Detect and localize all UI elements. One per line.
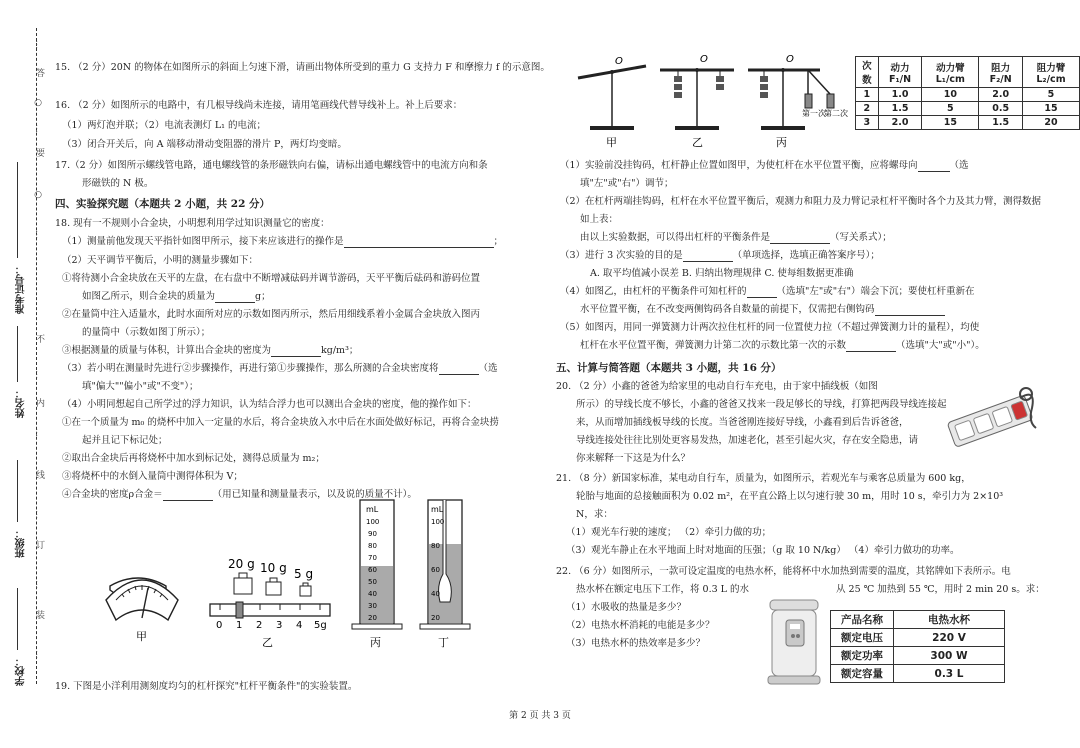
- question-20-cont: 导线连接处往往比别处更容易发热，加速老化，甚至引起火灾，存在安全隐患，请: [576, 435, 919, 446]
- scale-tick: 0: [216, 620, 223, 631]
- spec-value: 300 W: [894, 647, 1005, 665]
- lever-yi: [660, 54, 734, 149]
- section-4-heading: 四、实验探究题（本题共 2 小题，共 22 分）: [55, 198, 271, 210]
- answer-blank[interactable]: [918, 161, 950, 172]
- cylinder-unit: mL: [431, 505, 444, 514]
- question-18-1: （1）测量前他发现天平指针如图甲所示，接下来应该进行的操作是 ；: [62, 236, 504, 247]
- pivot-label: O: [786, 54, 794, 65]
- cyl-tick: 80: [431, 542, 440, 550]
- question-20-cont: 你来解释一下这是为什么？: [576, 453, 691, 464]
- fig-label-yi: 乙: [262, 636, 273, 649]
- table-cell: 1: [856, 88, 879, 102]
- table-cell: 1.5: [878, 102, 922, 116]
- figure-levers: [568, 50, 853, 160]
- weight-label: 10 g: [260, 561, 287, 575]
- answer-blank[interactable]: [875, 305, 945, 316]
- question-19-4: （4）如图乙，由杠杆的平衡条件可知杠杆的 （选填"左"或"右"）端会下沉；要使杠杆重新在: [560, 286, 975, 297]
- cyl-tick: 20: [431, 614, 440, 622]
- table-header-row: [856, 57, 1080, 88]
- figure-q18: [98, 490, 478, 650]
- table-header: 动力 F₁/N: [878, 57, 922, 88]
- seal-char: …: [33, 40, 43, 49]
- spec-key: 额定容量: [831, 665, 894, 683]
- seal-char: 订: [34, 540, 44, 549]
- question-19-4-cont: 水平位置平衡，在不改变两侧钩码各自数量的前提下，仅需把右侧钩码: [580, 304, 945, 316]
- cyl-tick: 60: [431, 566, 440, 574]
- seal-char: …: [33, 510, 43, 519]
- answer-blank[interactable]: [344, 237, 494, 248]
- question-17-cont: 形磁铁的 N 极。: [82, 178, 154, 189]
- question-18-3-cont: 填"偏大""偏小"或"不变"）；: [82, 381, 199, 392]
- cyl-tick: 30: [368, 602, 377, 610]
- cyl-tick: 100: [431, 518, 445, 526]
- spec-value: 220 V: [894, 629, 1005, 647]
- spec-key: 产品名称: [831, 611, 894, 629]
- cyl-tick: 60: [368, 566, 377, 574]
- label-class: 班级：: [16, 528, 27, 558]
- table-cell: 5: [1022, 88, 1079, 102]
- weight-label: 5 g: [294, 567, 314, 581]
- table-cell: 20: [1022, 116, 1079, 130]
- spec-row: [831, 647, 1005, 665]
- section-5-heading: 五、计算与简答题（本题共 3 小题，共 16 分）: [556, 362, 782, 374]
- lever-bing: [748, 54, 848, 149]
- question-15: 15. （2 分）20N 的物体在如图所示的斜面上匀速下滑，请画出物体所受到的重力 G 支持力 F 和摩擦力 f 的示意图。: [55, 62, 550, 73]
- spec-row: [831, 629, 1005, 647]
- scale-tick: 1: [236, 620, 243, 631]
- school-line: [17, 588, 18, 650]
- class-line: [17, 460, 18, 522]
- question-19-2: （2）在杠杆两端挂钩码，杠杆在水平位置平衡后，观测力和阻力及力臂记录杠杆平衡时各个力及其力臂，测得数据: [560, 196, 1042, 207]
- table-cell: 15: [922, 116, 979, 130]
- scale-tick: 4: [296, 620, 303, 631]
- question-22-cont2: 从 25 ℃ 加热到 55 ℃，用时 2 min 20 s。求：: [836, 584, 1045, 595]
- question-21-cont: N，求：: [576, 509, 613, 520]
- question-18: 18. 现有一不规则小合金块，小明想利用学过知识测量它的密度：: [55, 218, 330, 229]
- lever-jia: [578, 56, 646, 149]
- question-16-req-2: （3）闭合开关后，向 A 端移动滑动变阻器的滑片 P，两灯均变暗。: [62, 139, 347, 150]
- question-18-4-c: ③将烧杯中的水倒入量筒中测得体积为 V；: [62, 471, 243, 482]
- question-19-5: （5）如图丙，用同一弹簧测力计两次拉住杠杆的同一位置使力拉（不超过弹簧测力计的量程），均使: [560, 322, 980, 333]
- cylinder-unit: mL: [366, 505, 379, 514]
- power-strip-image: [940, 378, 1040, 458]
- scale-tick: 2: [256, 620, 263, 631]
- question-18-step-1-cont: 如图乙所示，则合金块的质量为 g；: [82, 291, 271, 302]
- seal-char: 要: [34, 148, 44, 157]
- question-21: 21. （8 分）新国家标准，某电动自行车，质量为，如图所示，若观光车与乘客总质量为 600 kg，: [556, 473, 971, 484]
- cyl-tick: 70: [368, 554, 377, 562]
- cyl-tick: 100: [366, 518, 380, 526]
- question-22-cont: 热水杯在额定电压下工作，将 0.3 L 的水: [576, 584, 749, 595]
- weights-and-rider-scale: [210, 557, 330, 631]
- question-18-step-3: ③根据测量的质量与体积，计算出合金块的密度为 kg/m³；: [62, 345, 359, 356]
- table-cell: 2.0: [979, 88, 1023, 102]
- question-16: 16. （2 分）如图所示的电路中，有几根导线尚未连接，请用笔画线代替导线补上。补上后要求：: [55, 100, 463, 111]
- seal-char: ○: [33, 190, 43, 200]
- pull-label: 第一次: [802, 109, 826, 118]
- lever-label: 丙: [776, 136, 787, 149]
- pivot-label: O: [700, 54, 708, 65]
- pull-label: 第二次: [824, 109, 848, 118]
- question-21-1: （1）观光车行驶的速度； （2）牵引力做的功；: [566, 527, 772, 538]
- answer-blank[interactable]: [439, 364, 479, 375]
- question-19: 19. 下图是小洋利用测刻度均匀的杠杆探究"杠杆平衡条件"的实验装置。: [55, 681, 358, 692]
- question-18-step-2: ②在量筒中注入适量水，此时水面所对应的示数如图丙所示，然后用细线系着小金属合金块放入图丙: [62, 309, 481, 320]
- answer-blank[interactable]: [271, 346, 321, 357]
- question-19-5-cont: 杠杆在水平位置平衡，弹簧测力计第二次的示数比第一次的示数 （选填"大"或"小"）。: [580, 340, 985, 351]
- label-exam-number: 准考证号：: [16, 264, 27, 314]
- lever-label: 乙: [692, 136, 703, 149]
- question-18-step-2-cont: 的量筒中（示数如图丁所示）；: [82, 327, 211, 338]
- table-cell: 10: [922, 88, 979, 102]
- seal-char: 装: [34, 610, 44, 619]
- table-cell: 5: [922, 102, 979, 116]
- seal-char: …: [33, 428, 43, 437]
- question-19-3-options: A. 取平均值减小误差 B. 归纳出物理规律 C. 使每组数据更准确: [590, 268, 854, 279]
- table-cell: 2: [856, 102, 879, 116]
- pivot-label: O: [615, 56, 623, 67]
- question-18-4-a-cont: 起并且记下标记处；: [82, 435, 168, 446]
- lever-label: 甲: [606, 136, 617, 149]
- question-17: 17.（2 分）如图所示螺线管电路，通电螺线管的条形磁铁向右偏，请标出通电螺线管中的电流方向和条: [55, 160, 488, 171]
- answer-blank[interactable]: [683, 251, 733, 262]
- balance-dial: [106, 578, 178, 620]
- spec-table: [830, 610, 1005, 683]
- question-19-2-condition: 由以上实验数据，可以得出杠杆的平衡条件是 （写关系式）；: [580, 232, 892, 243]
- seal-char: …: [33, 650, 43, 659]
- label-name: 姓名：: [16, 388, 27, 418]
- table-cell: 2.0: [878, 116, 922, 130]
- answer-blank[interactable]: [747, 287, 777, 298]
- question-18-3: （3）若小明在测量时先进行②步骤操作，再进行第①步骤操作，那么所测的合金块密度将 （选: [62, 363, 498, 374]
- spec-value: 0.3 L: [894, 665, 1005, 683]
- question-18-step-1: ①将待测小合金块放在天平的左盘，在右盘中不断增减砝码并调节游码，天平平衡后砝码和游码位置: [62, 273, 481, 284]
- table-header: 次数: [856, 57, 879, 88]
- table-cell: 0.5: [979, 102, 1023, 116]
- question-22: 22. （6 分）如图所示，一款可设定温度的电热水杯，能将杯中水加热到需要的温度，其铭牌如下表所示。电: [556, 566, 1011, 577]
- fig-label-ding: 丁: [438, 636, 449, 649]
- spec-row: [831, 611, 1005, 629]
- question-18-4-d: ④合金块的密度ρ合金＝ （用已知量和测量量表示，以及说的质量不计）。: [62, 489, 417, 500]
- question-21-2: （3）观光车静止在水平地面上时对地面的压强；（g 取 10 N/kg） （4）牵引力做功的功率。: [566, 545, 960, 556]
- measuring-cylinder-ding: [420, 500, 470, 629]
- seal-char: ○: [33, 98, 43, 108]
- page-footer: 第 2 页 共 3 页: [509, 711, 571, 721]
- spec-key: 额定电压: [831, 629, 894, 647]
- spec-row: [831, 665, 1005, 683]
- answer-blank[interactable]: [846, 341, 896, 352]
- question-18-4-a: ①在一个质量为 m₀ 的烧杯中加入一定量的水后，将合金块放入水中后在水面处做好标记，再将合金块捞: [62, 417, 499, 428]
- cyl-tick: 50: [368, 578, 377, 586]
- lever-data-table: [855, 56, 1080, 130]
- label-school: 学校：: [16, 656, 27, 686]
- table-header: 阻力 F₂/N: [979, 57, 1023, 88]
- question-21-cont: 轮胎与地面的总接触面积为 0.02 m²，在平直公路上以匀速行驶 30 m，用时 10 s，牵引力为 2×10³: [576, 491, 1004, 502]
- question-18-4-b: ②取出合金块后再将烧杯中加水到标记处，测得总质量为 m₂；: [62, 453, 325, 464]
- question-20-cont: 所示）的导线长度不够长，小鑫的爸爸又找来一段足够长的导线，打算把两段导线连接起: [576, 399, 947, 410]
- question-22-2: （2）电热水杯消耗的电能是多少？: [566, 620, 715, 631]
- seal-char: …: [33, 230, 43, 239]
- table-cell: 1.5: [979, 116, 1023, 130]
- scale-tick: 3: [276, 620, 283, 631]
- cyl-tick: 90: [368, 530, 377, 538]
- seal-char: 内: [34, 398, 44, 407]
- question-19-2-cont: 如上表：: [580, 214, 619, 225]
- question-22-1: （1）水吸收的热量是多少？: [566, 602, 687, 613]
- table-cell: 3: [856, 116, 879, 130]
- answer-blank[interactable]: [770, 233, 830, 244]
- seal-char: 线: [34, 470, 44, 479]
- question-20-cont: 来，从而增加插线板导线的长度。当爸爸刚连接好导线，小鑫看到后告诉爸爸，: [576, 417, 909, 428]
- table-row: [856, 116, 1080, 130]
- question-19-1: （1）实验前没挂钩码，杠杆静止位置如图甲，为使杠杆在水平位置平衡，应将螺母向 （选: [560, 160, 969, 171]
- cyl-tick: 20: [368, 614, 377, 622]
- spec-key: 额定功率: [831, 647, 894, 665]
- seal-char: …: [33, 580, 43, 589]
- cyl-tick: 40: [431, 590, 440, 598]
- table-row: [856, 88, 1080, 102]
- table-header: 阻力臂 L₂/cm: [1022, 57, 1079, 88]
- question-19-3: （3）进行 3 次实验的目的是 （单项选择，选填正确答案序号）；: [560, 250, 880, 261]
- table-cell: 1.0: [878, 88, 922, 102]
- cyl-tick: 80: [368, 542, 377, 550]
- scale-tick: 5g: [314, 620, 327, 631]
- table-row: [856, 102, 1080, 116]
- question-22-3: （3）电热水杯的热效率是多少？: [566, 638, 706, 649]
- seal-char: 答: [34, 68, 44, 77]
- cyl-tick: 40: [368, 590, 377, 598]
- question-18-4: （4）小明同想起自己所学过的浮力知识，认为结合浮力也可以测出合金块的密度，他的操作如下：: [62, 399, 477, 410]
- question-20: 20. （2 分）小鑫的爸爸为给家里的电动自行车充电，由于家中插线板（如图: [556, 381, 878, 392]
- question-18-2: （2）天平调节平衡后，小明的测量步骤如下：: [62, 255, 259, 266]
- table-cell: 15: [1022, 102, 1079, 116]
- spec-value: 电热水杯: [894, 611, 1005, 629]
- question-16-req-1: （1）两灯泡并联；（2）电流表测灯 L₁ 的电流；: [62, 120, 266, 131]
- question-19-1-cont: 填"左"或"右"）调节；: [580, 178, 674, 189]
- weight-label: 20 g: [228, 557, 255, 571]
- measuring-cylinder-bing: [352, 500, 402, 629]
- exam-number-line: [17, 162, 18, 258]
- answer-blank[interactable]: [215, 292, 255, 303]
- seal-char: 不: [34, 334, 44, 343]
- fig-label-bing: 丙: [370, 636, 381, 649]
- seal-char: …: [33, 370, 43, 379]
- seal-char: …: [33, 124, 43, 133]
- name-line: [17, 326, 18, 382]
- table-header: 动力臂 L₁/cm: [922, 57, 979, 88]
- fig-label-jia: 甲: [136, 630, 147, 643]
- electric-cup-image: [762, 594, 826, 690]
